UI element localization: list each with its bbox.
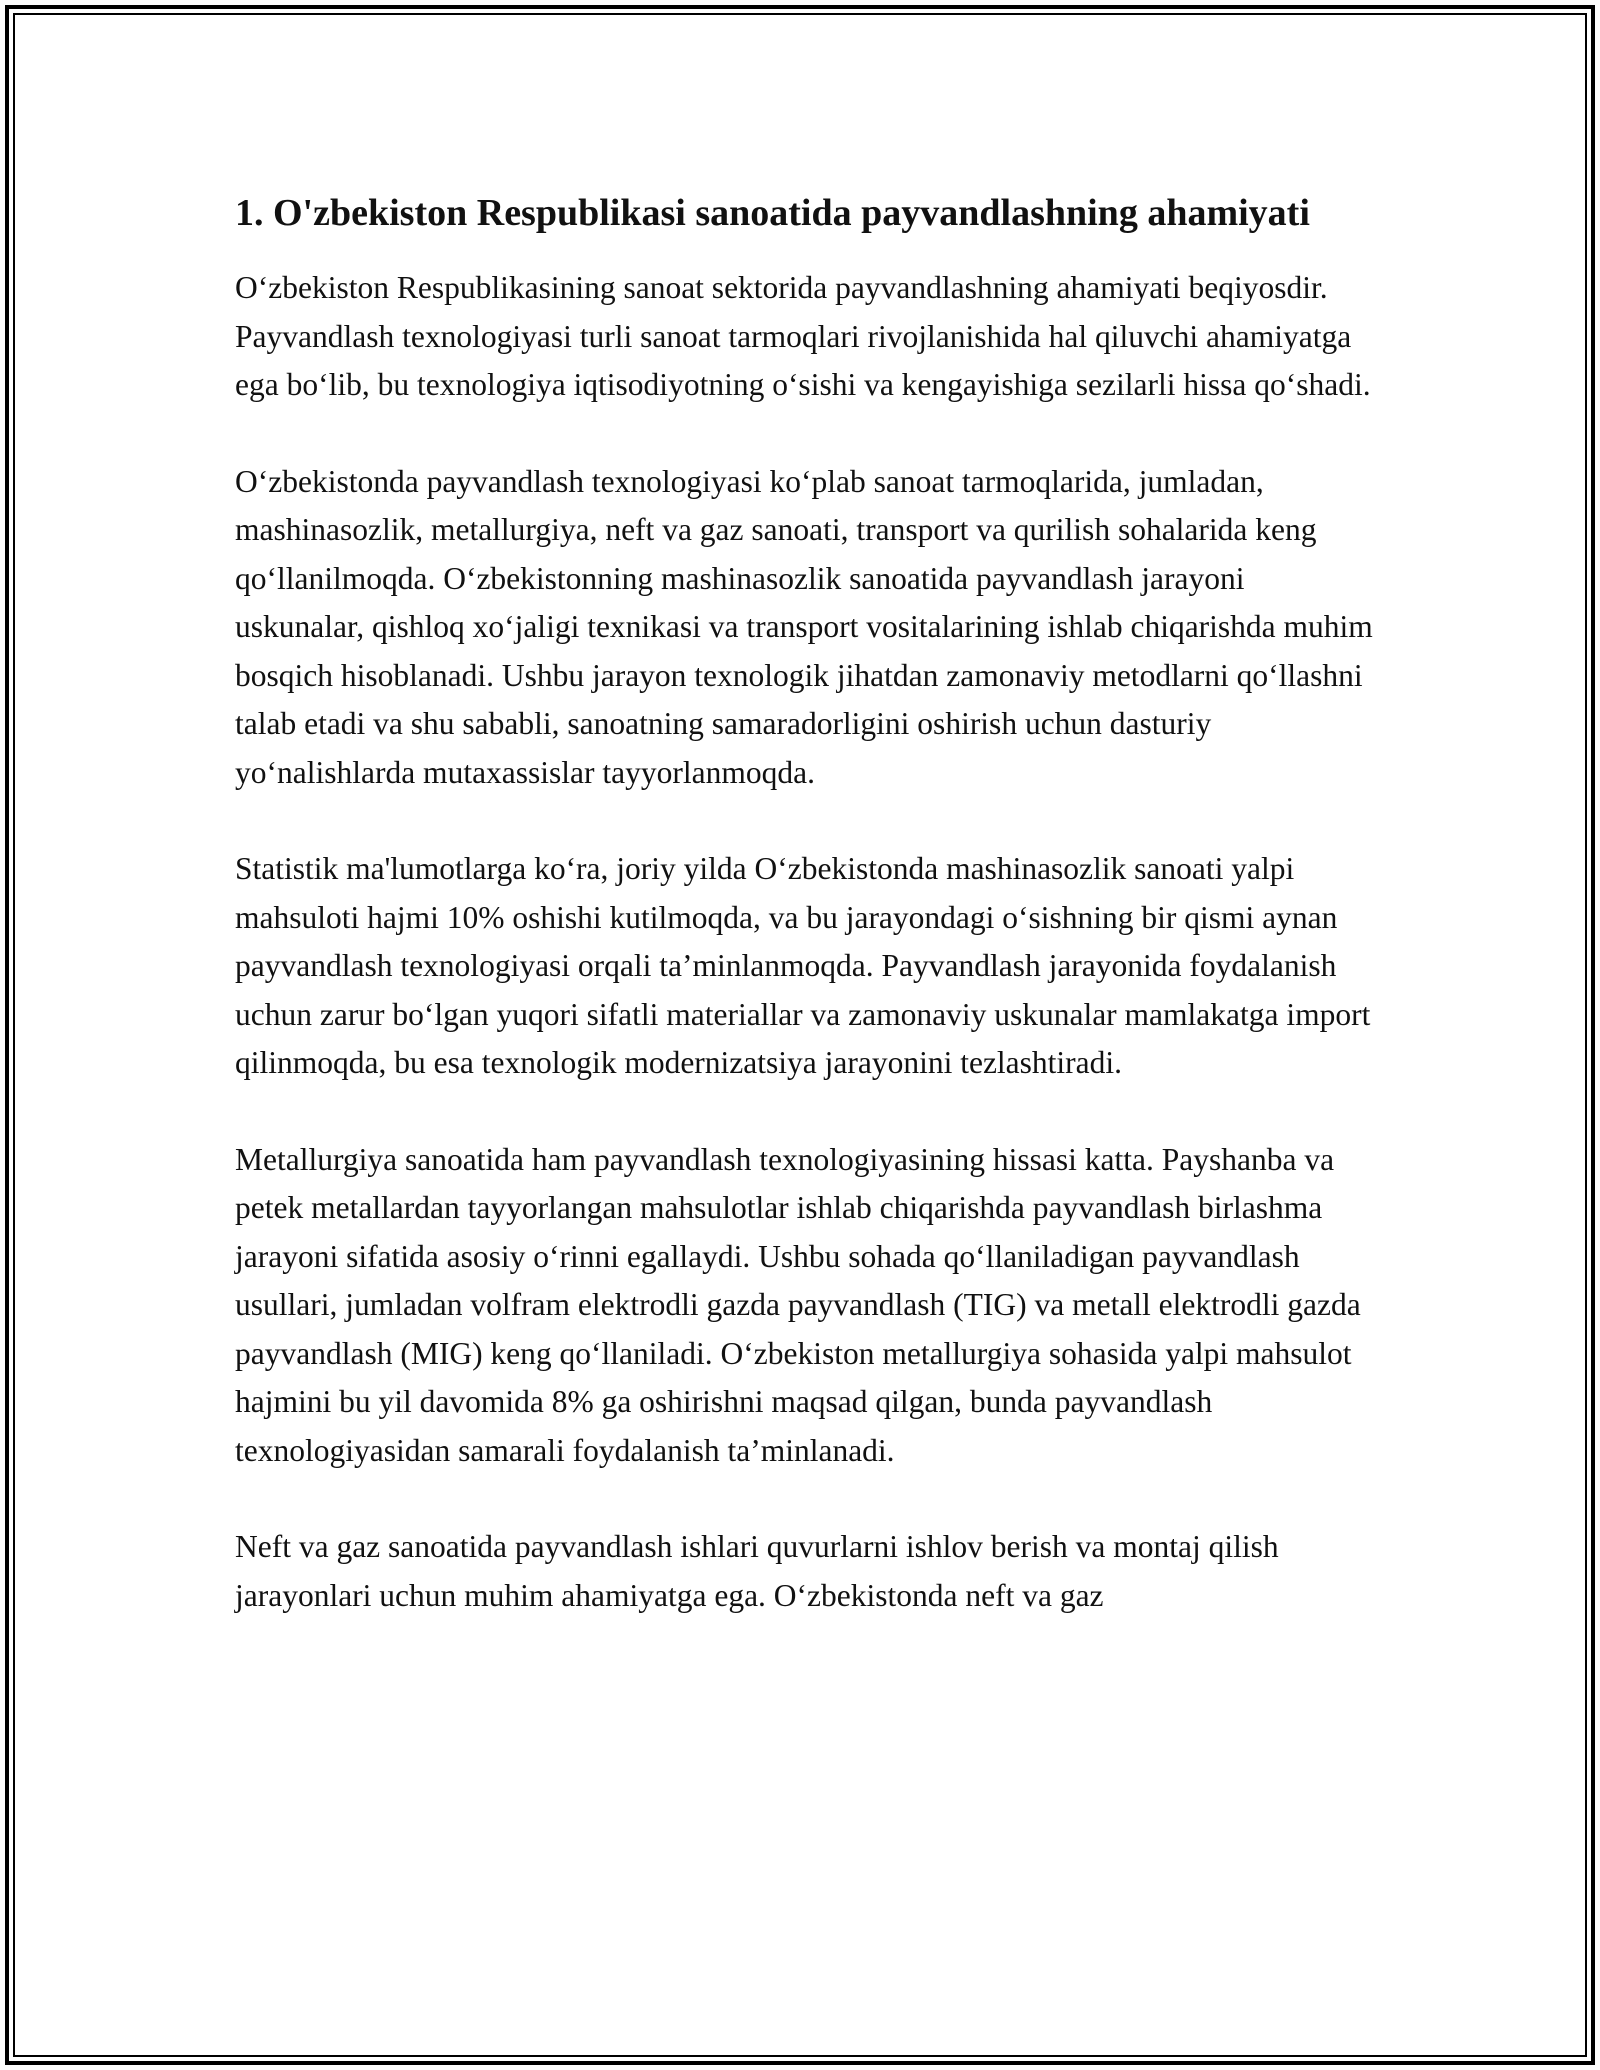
- paragraph: Metallurgiya sanoatida ham payvandlash texnologiyasining hissasi katta. Payshanba va petek metallardan tayyorlangan mahsulotlar ishlab chiqarishda payvandlash birlashma jarayoni sifatida asosiy o‘rinni egallaydi. Ushbu sohada qo‘llaniladigan payvandlash usullari, jumladan volfram elektrodli gazda payvandlash (TIG) va metall elektrodli gazda payvandlash (MIG) keng qo‘llaniladi. O‘zbekiston metallurgiya sohasida yalpi mahsulot hajmini bu yil davomida 8% ga oshirishni maqsad qilgan, bunda payvandlash texnologiyasidan samarali foydalanish ta’minlanadi.: [235, 1141, 1361, 1468]
- document-body: [235, 186, 1375, 1668]
- paragraph: O‘zbekistonda payvandlash texnologiyasi ko‘plab sanoat tarmoqlarida, jumladan, mashinasozlik, metallurgiya, neft va gaz sanoati, transport va qurilish sohalarida keng qo‘llanilmoqda. O‘zbekistonning mashinasozlik sanoatida payvandlash jarayoni uskunalar, qishloq xo‘jaligi texnikasi va transport vositalarining ishlab chiqarishda muhim bosqich hisoblanadi. Ushbu jarayon texnologik jihatdan zamonaviy metodlarni qo‘llashni talab etadi va shu sababli, sanoatning samaradorligini oshirish uchun dasturiy yo‘nalishlarda mutaxassislar tayyorlanmoqda.: [235, 463, 1373, 790]
- paragraph: O‘zbekiston Respublikasining sanoat sektorida payvandlashning ahamiyati beqiyosdir. Payvandlash texnologiyasi turli sanoat tarmoqlari rivojlanishida hal qiluvchi ahamiyatga ega bo‘lib, bu texnologiya iqtisodiyotning o‘sishi va kengayishiga sezilarli hissa qo‘shadi.: [235, 270, 1371, 402]
- paragraph: Statistik ma'lumotlarga ko‘ra, joriy yilda O‘zbekistonda mashinasozlik sanoati yalpi mahsuloti hajmi 10% oshishi kutilmoqda, va bu jarayondagi o‘sishning bir qismi aynan payvandlash texnologiyasi orqali ta’minlanmoqda. Payvandlash jarayonida foydalanish uchun zarur bo‘lgan yuqori sifatli materiallar va zamonaviy uskunalar mamlakatga import qilinmoqda, bu esa texnologik modernizatsiya jarayonini tezlashtiradi.: [235, 851, 1371, 1080]
- document-title: 1. O'zbekiston Respublikasi sanoatida payvandlashning ahamiyati: [235, 192, 1310, 234]
- paragraph: Neft va gaz sanoatida payvandlash ishlari quvurlarni ishlov berish va montaj qilish jarayonlari uchun muhim ahamiyatga ega. O‘zbekistonda neft va gaz: [235, 1529, 1279, 1613]
